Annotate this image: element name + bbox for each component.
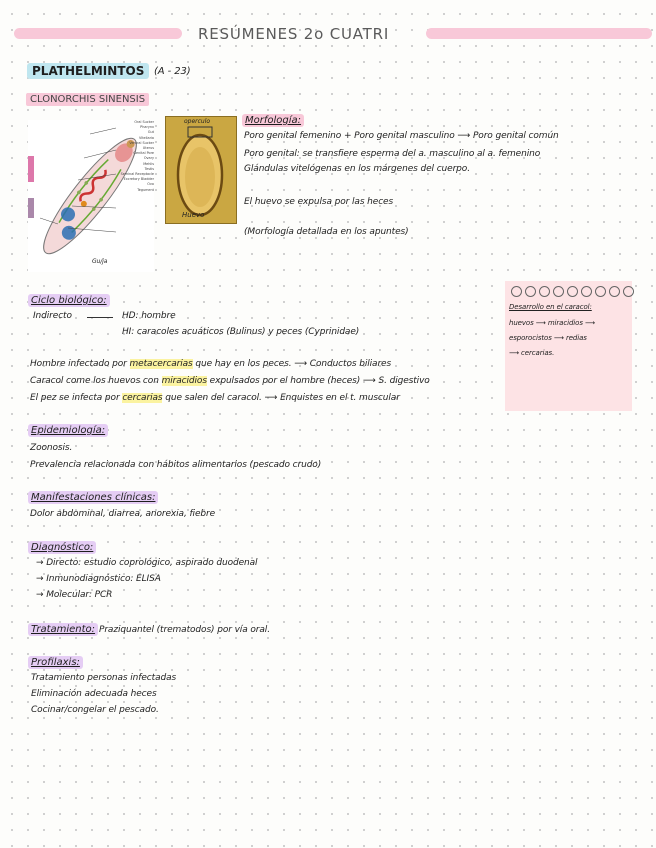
ciclo-hd: HD: hombre bbox=[122, 311, 176, 321]
note-line: esporocistos ⟶ redias bbox=[509, 334, 587, 342]
profilaxis-line: Eliminación adecuada heces bbox=[31, 689, 157, 699]
ciclo-step bbox=[30, 359, 391, 369]
ciclo-step-text: que hay en los peces. ⟶ Conductos biliares bbox=[192, 359, 392, 369]
morfologia-line: Glándulas vitelógenas en los márgenes del cuerpo. bbox=[244, 164, 470, 174]
note-binding-rings bbox=[511, 282, 637, 301]
figure-signature: Gu/ja bbox=[92, 258, 108, 265]
ciclo-step-highlight: cercarias bbox=[122, 393, 163, 403]
anatomy-label: Excretory Bladder bbox=[123, 177, 154, 182]
anatomy-label: Mehlis bbox=[143, 161, 154, 166]
anatomy-figure bbox=[28, 120, 154, 272]
ciclo-step-text: que salen del caracol. ⟶ Enquistes en el t. muscular bbox=[162, 393, 400, 403]
anatomy-labels bbox=[68, 120, 154, 193]
ciclo-step bbox=[30, 376, 430, 386]
note-line: huevos ⟶ miracidios ⟶ bbox=[509, 319, 595, 327]
anatomy-label: Ventral Sucker bbox=[129, 140, 154, 145]
ciclo-arrow bbox=[87, 317, 113, 318]
ring-icon bbox=[623, 286, 634, 297]
ciclo-step-text: Hombre infectado por bbox=[30, 359, 130, 369]
diagnostico-item: → Directo: estudio coprológico, aspirado duodenal bbox=[36, 558, 258, 568]
ciclo-step-highlight: metacercarias bbox=[129, 359, 193, 369]
ciclo-type: Indirecto bbox=[33, 311, 72, 321]
ring-icon bbox=[609, 286, 620, 297]
epidemiologia-heading: Epidemiología: bbox=[28, 424, 108, 437]
anatomy-label: Oral Sucker bbox=[134, 120, 154, 124]
anatomy-label: Ovary bbox=[143, 156, 154, 161]
note-title: Desarrollo en el caracol: bbox=[509, 303, 592, 311]
morfologia-line: El huevo se expulsa por las heces bbox=[244, 197, 394, 207]
morfologia-line: (Morfología detallada en los apuntes) bbox=[244, 227, 409, 237]
ring-icon bbox=[553, 286, 564, 297]
morfologia-line: Poro genital femenino + Poro genital masculino ⟶ Poro genital común bbox=[244, 131, 559, 141]
title-left-bar bbox=[14, 28, 182, 39]
title-right-bar bbox=[426, 28, 652, 39]
morfologia-heading: Morfología: bbox=[242, 114, 304, 127]
ciclo-hi: HI: caracoles acuáticos (Bulinus) y peces (Cyprinidae) bbox=[122, 327, 360, 337]
ciclo-step-highlight: miracidios bbox=[161, 376, 207, 386]
ring-icon bbox=[525, 286, 536, 297]
anatomy-label: Vitellaria bbox=[139, 135, 154, 140]
egg-top-label: operculo bbox=[184, 118, 211, 125]
epidemiologia-line: Prevalencia relacionada con hábitos alimentarios (pescado crudo) bbox=[30, 460, 322, 470]
anatomy-label: Uterus bbox=[142, 146, 154, 151]
anatomy-label: Testis bbox=[144, 166, 154, 171]
ciclo-step-text: expulsados por el hombre (heces) ⟶ S. digestivo bbox=[206, 376, 430, 386]
profilaxis-line: Tratamiento personas infectadas bbox=[31, 673, 177, 683]
morfologia-line: Poro genital: se transfiere esperma del a. masculino al a. femenino bbox=[244, 149, 541, 159]
ring-icon bbox=[539, 286, 550, 297]
anatomy-label: Genital Pore bbox=[133, 151, 154, 156]
ring-icon bbox=[581, 286, 592, 297]
ring-icon bbox=[595, 286, 606, 297]
tratamiento-text: Praziquantel (trematodos) por vía oral. bbox=[99, 625, 270, 635]
diagnostico-item: → Molecular: PCR bbox=[36, 590, 113, 600]
profilaxis-line: Cocinar/congelar el pescado. bbox=[31, 705, 159, 715]
manifestaciones-heading: Manifestaciones clínicas: bbox=[28, 491, 158, 504]
egg-shape bbox=[166, 117, 236, 223]
ciclo-step-text: Caracol come los huevos con bbox=[30, 376, 162, 386]
anatomy-label: Gut bbox=[147, 130, 154, 135]
anatomy-label: Tegument bbox=[137, 187, 154, 192]
ciclo-heading: Ciclo biológico: bbox=[28, 294, 110, 307]
ciclo-step bbox=[30, 393, 400, 403]
egg-micrograph bbox=[165, 116, 237, 224]
species-name: CLONORCHIS SINENSIS bbox=[26, 93, 149, 106]
ring-icon bbox=[567, 286, 578, 297]
ciclo-step-text: El pez se infecta por bbox=[30, 393, 123, 403]
page-title: RESÚMENES 2o CUATRI bbox=[198, 25, 390, 43]
manifestaciones-text: Dolor abdominal, diarrea, anorexia, fiebre bbox=[30, 509, 216, 519]
profilaxis-heading: Profilaxis: bbox=[28, 656, 83, 669]
anatomy-label: Ovo bbox=[147, 182, 154, 187]
section-title: PLATHELMINTOS bbox=[27, 63, 149, 79]
epidemiologia-line: Zoonosis. bbox=[30, 443, 73, 453]
anatomy-label: Seminal Receptacle bbox=[120, 172, 154, 177]
tratamiento-heading: Tratamiento: bbox=[28, 623, 98, 636]
ring-icon bbox=[511, 286, 522, 297]
anatomy-label: Pharynx bbox=[140, 125, 154, 130]
note-line: ⟶ cercarias. bbox=[509, 349, 555, 357]
diagnostico-item: → Inmunodiagnóstico: ELISA bbox=[36, 574, 161, 584]
section-ref: (A - 23) bbox=[154, 66, 191, 77]
diagnostico-heading: Diagnóstico: bbox=[28, 541, 96, 554]
egg-bottom-label: Huevo bbox=[182, 211, 205, 219]
sticky-note bbox=[505, 281, 632, 411]
